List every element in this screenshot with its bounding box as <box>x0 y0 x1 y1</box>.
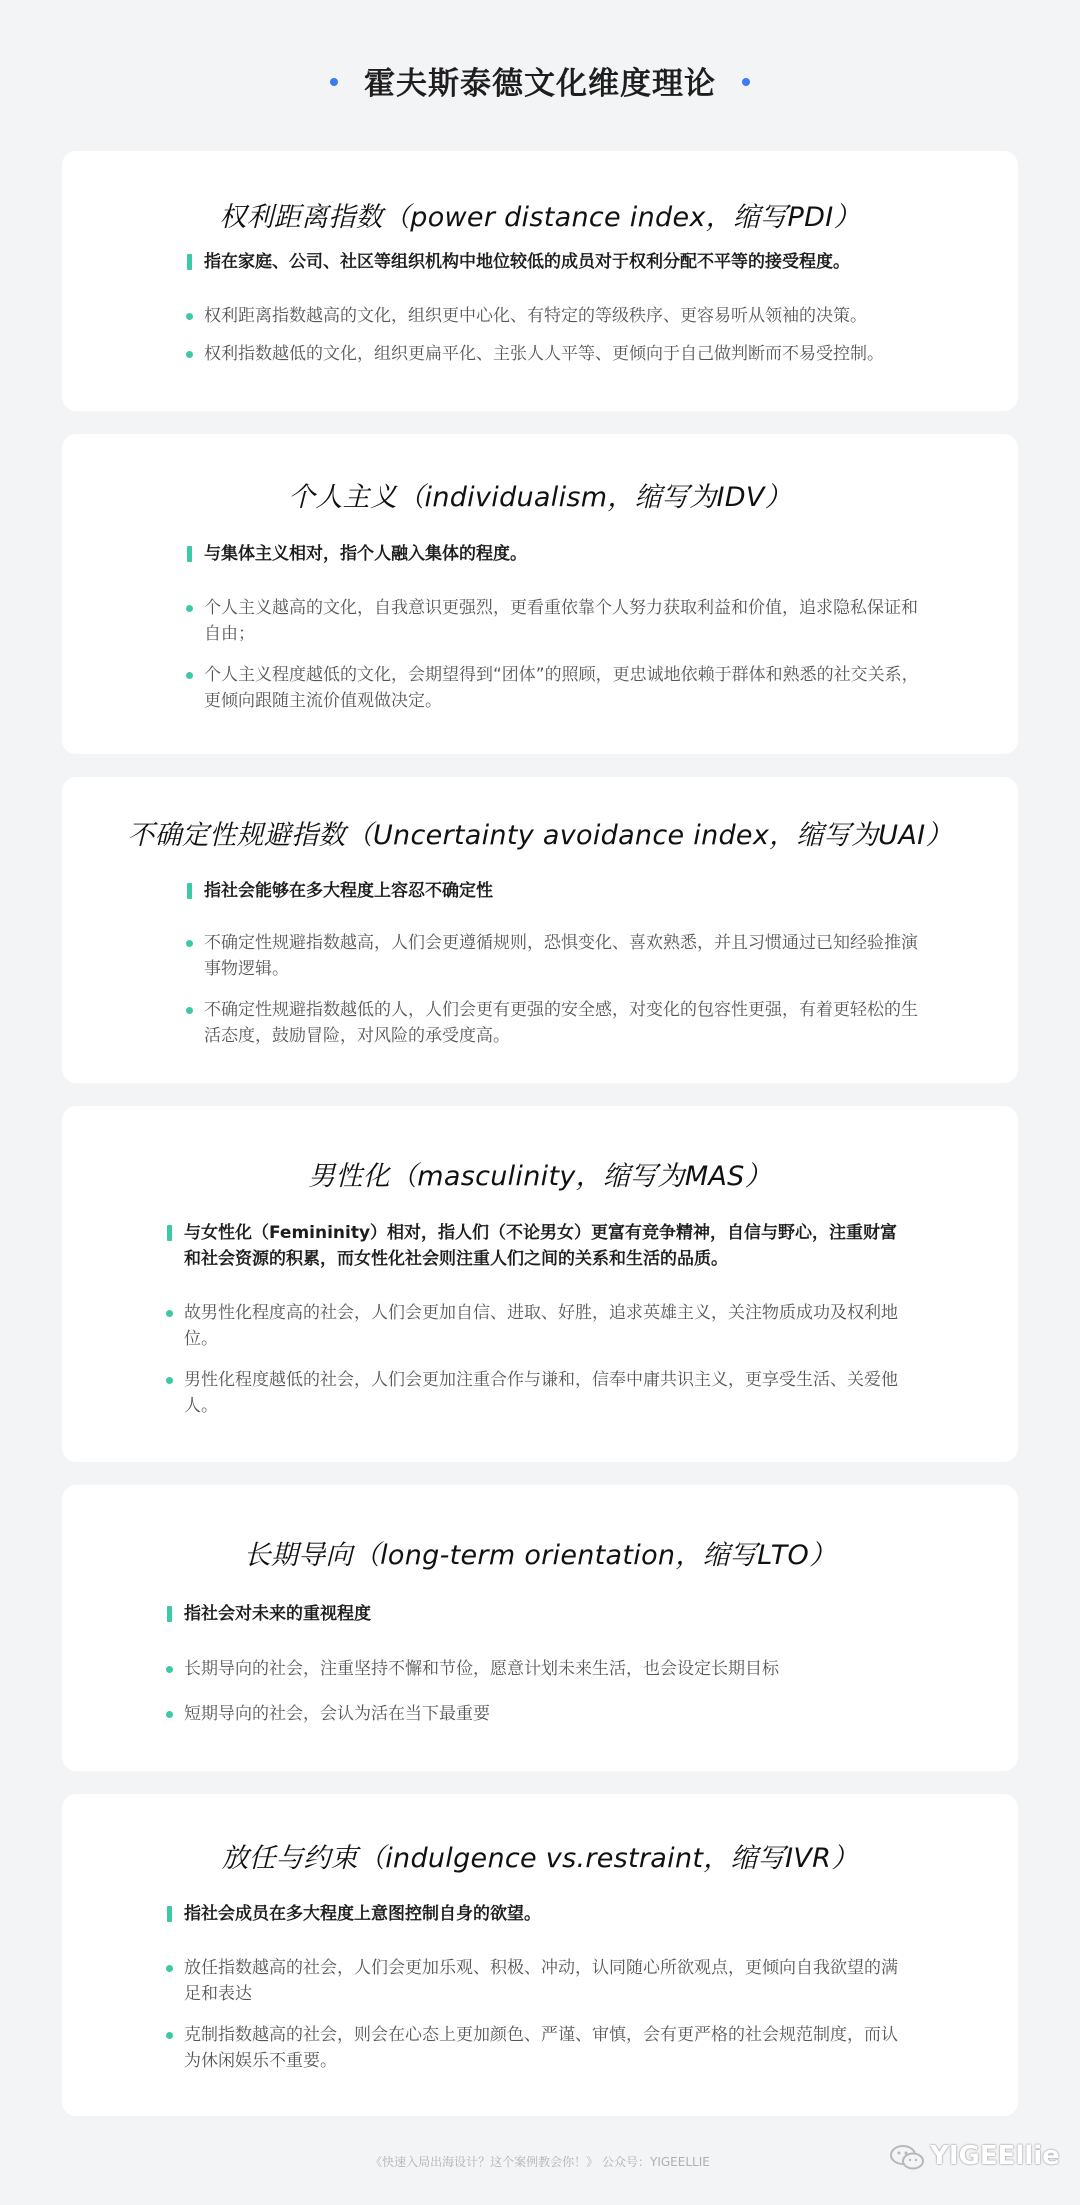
list-item-text: 故男性化程度高的社会，人们会更加自信、进取、好胜，追求英雄主义，关注物质成功及权利地位。 <box>184 1303 898 1349</box>
bullet-icon <box>166 1310 173 1317</box>
list-item <box>184 1701 964 1727</box>
section-card-ivr <box>62 1794 1018 2116</box>
definition-text: 指社会对未来的重视程度 <box>184 1604 371 1624</box>
list-item <box>204 595 924 647</box>
list-item <box>184 1300 914 1352</box>
bullet-icon <box>166 2032 173 2039</box>
definition-marker <box>187 546 192 562</box>
section-title: 不确定性规避指数（Uncertainty avoidance index，缩写为UAI） <box>127 820 953 851</box>
list-item-text: 权利指数越低的文化，组织更扁平化、主张人人平等、更倾向于自己做判断而不易受控制。 <box>204 344 884 364</box>
bullet-icon <box>186 940 193 947</box>
section-definition <box>204 878 964 904</box>
section-title: 放任与约束（indulgence vs.restraint，缩写IVR） <box>221 1843 859 1874</box>
list-item <box>204 341 984 367</box>
definition-marker <box>167 1606 172 1622</box>
bullet-icon <box>166 1965 173 1972</box>
list-item-text: 男性化程度越低的社会，人们会更加注重合作与谦和，信奉中庸共识主义，更享受生活、关爱他人。 <box>184 1370 898 1416</box>
section-definition <box>184 1220 914 1272</box>
list-item <box>204 930 934 982</box>
bullet-icon <box>186 1007 193 1014</box>
list-item-text: 克制指数越高的社会，则会在心态上更加颜色、严谨、审慎，会有更严格的社会规范制度，而认为休闲娱乐不重要。 <box>184 2025 898 2071</box>
definition-text: 指社会成员在多大程度上意图控制自身的欲望。 <box>184 1904 541 1924</box>
section-title: 权利距离指数（power distance index，缩写PDI） <box>219 202 861 233</box>
definition-marker <box>187 883 192 899</box>
bullet-icon <box>186 351 193 358</box>
definition-marker <box>167 1225 172 1241</box>
list-item-text: 不确定性规避指数越高，人们会更遵循规则，恐惧变化、喜欢熟悉，并且习惯通过已知经验推演事物逻辑。 <box>204 933 918 979</box>
page-title <box>0 58 1080 103</box>
section-definition <box>184 1601 944 1627</box>
list-item <box>204 997 934 1049</box>
list-item <box>204 662 924 714</box>
list-item-text: 放任指数越高的社会，人们会更加乐观、积极、冲动，认同随心所欲观点，更倾向自我欲望的满足和表达 <box>184 1958 898 2004</box>
wechat-icon <box>889 2143 925 2171</box>
section-card-idv <box>62 434 1018 754</box>
definition-text: 指社会能够在多大程度上容忍不确定性 <box>204 881 493 901</box>
definition-marker <box>167 1906 172 1922</box>
list-item-text: 个人主义程度越低的文化，会期望得到“团体”的照顾，更忠诚地依赖于群体和熟悉的社交关系，更倾向跟随主流价值观做决定。 <box>204 665 919 711</box>
definition-text: 与女性化（Femininity）相对，指人们（不论男女）更富有竞争精神，自信与野心，注重财富和社会资源的积累，而女性化社会则注重人们之间的关系和生活的品质。 <box>184 1223 898 1269</box>
section-definition <box>204 249 964 275</box>
bullet-icon <box>166 1377 173 1384</box>
bullet-icon <box>166 1711 173 1718</box>
bullet-icon <box>186 313 193 320</box>
list-item-text: 个人主义越高的文化，自我意识更强烈，更看重依靠个人努力获取利益和价值，追求隐私保证和自由； <box>204 598 918 644</box>
list-item-text: 权利距离指数越高的文化，组织更中心化、有特定的等级秩序、更容易听从领袖的决策。 <box>204 306 867 326</box>
definition-marker <box>187 254 192 270</box>
bullet-icon <box>186 672 193 679</box>
title-dot-right <box>742 78 750 86</box>
list-item-text: 不确定性规避指数越低的人，人们会更有更强的安全感，对变化的包容性更强，有着更轻松的生活态度，鼓励冒险，对风险的承受度高。 <box>204 1000 918 1046</box>
list-item <box>184 2022 914 2074</box>
section-card-mas <box>62 1106 1018 1462</box>
list-item <box>184 1656 964 1682</box>
definition-text: 与集体主义相对，指个人融入集体的程度。 <box>204 544 527 564</box>
section-card-uai <box>62 777 1018 1083</box>
section-title: 长期导向（long-term orientation，缩写LTO） <box>243 1540 837 1571</box>
bullet-icon <box>166 1666 173 1673</box>
list-item <box>184 1367 914 1419</box>
list-item-text: 短期导向的社会，会认为活在当下最重要 <box>184 1704 490 1724</box>
section-card-pdi <box>62 151 1018 411</box>
list-item <box>204 303 984 329</box>
bullet-icon <box>186 605 193 612</box>
title-dot-left <box>330 78 338 86</box>
section-title: 个人主义（individualism，缩写为IDV） <box>288 482 792 513</box>
section-card-lto <box>62 1485 1018 1771</box>
section-definition <box>184 1901 944 1927</box>
page-title-text: 霍夫斯泰德文化维度理论 <box>364 66 716 102</box>
brand-watermark: YIGEEllie <box>930 2141 1060 2171</box>
section-title: 男性化（masculinity，缩写为MAS） <box>308 1161 772 1192</box>
list-item <box>184 1955 914 2007</box>
footer-text: 《快速入局出海设计？这个案例教会你！》 公众号：YIGEELLIE <box>370 2155 710 2169</box>
list-item-text: 长期导向的社会，注重坚持不懈和节俭，愿意计划未来生活，也会设定长期目标 <box>184 1659 779 1679</box>
definition-text: 指在家庭、公司、社区等组织机构中地位较低的成员对于权利分配不平等的接受程度。 <box>204 252 850 272</box>
section-definition <box>204 541 964 567</box>
